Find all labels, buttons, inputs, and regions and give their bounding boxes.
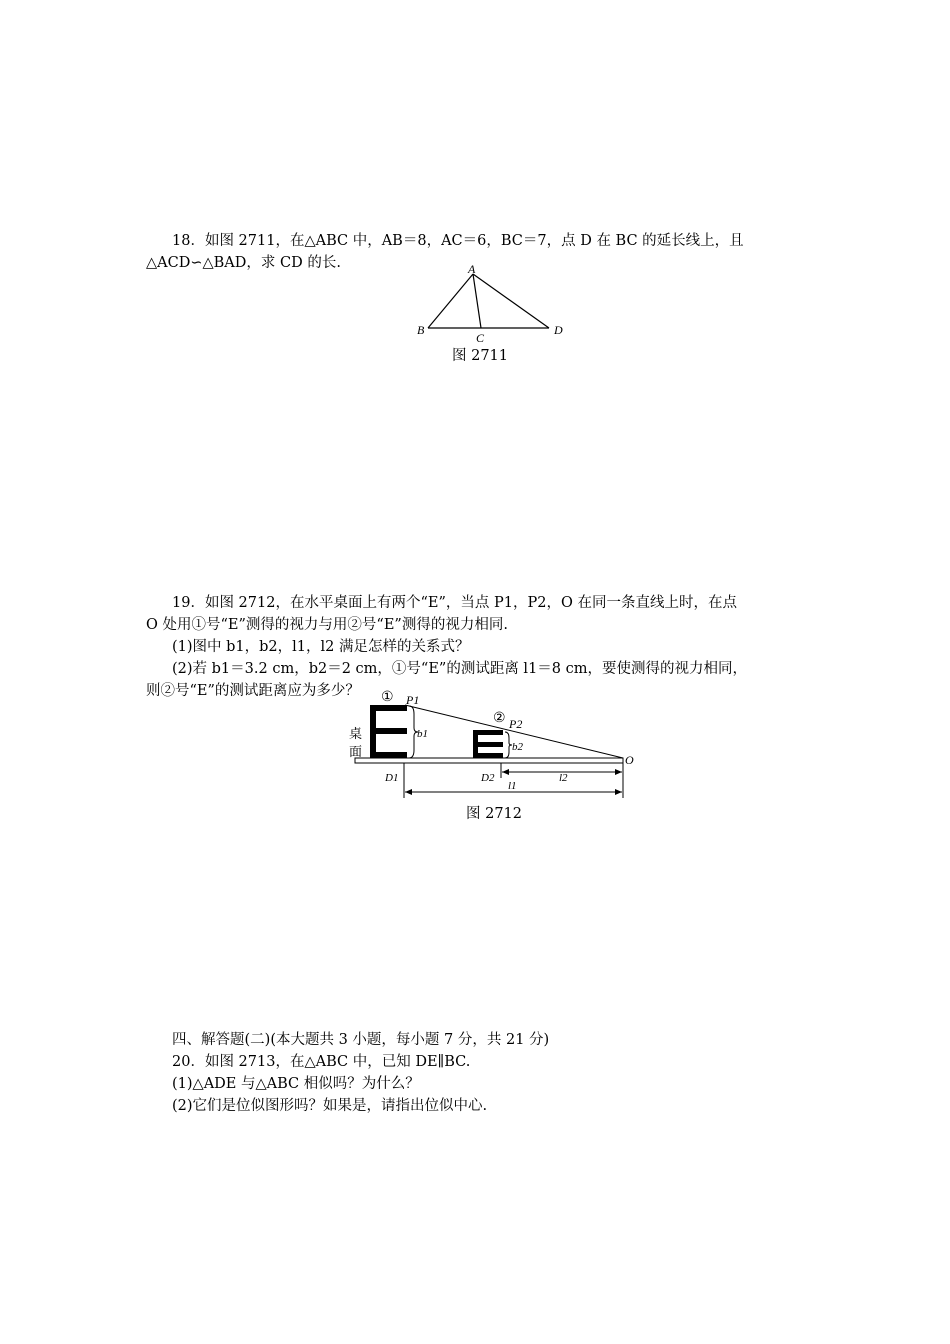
e-letter-small — [473, 730, 503, 758]
q19-part1: (1)图中 b1，b2，l1，l2 满足怎样的关系式？ — [172, 639, 470, 655]
label-d: D — [554, 323, 563, 337]
label-l2: l2 — [559, 772, 568, 784]
label-d2: D2 — [481, 772, 495, 784]
section4-heading: 四、解答题(二)(本大题共 3 小题，每小题 7 分，共 21 分) — [172, 1032, 550, 1048]
label-circle-2: ② — [493, 711, 506, 726]
label-a: A — [468, 262, 476, 276]
label-b2: b2 — [512, 741, 523, 753]
figure-2712 — [345, 688, 645, 803]
brace-b2 — [505, 732, 512, 758]
label-circle-1: ① — [381, 690, 394, 705]
label-b1: b1 — [417, 728, 428, 740]
segment-ad — [473, 274, 549, 328]
q19-line2: O 处用①号“E”测得的视力与用②号“E”测得的视力相同. — [146, 617, 508, 633]
q18-line2: △ACD∽△BAD，求 CD 的长. — [146, 255, 341, 271]
label-d1: D1 — [385, 772, 399, 784]
figure-2711 — [410, 262, 580, 352]
label-p1: P1 — [406, 693, 420, 707]
label-c: C — [476, 331, 485, 345]
label-l1: l1 — [508, 780, 517, 792]
desk-surface — [355, 758, 623, 763]
segment-ac — [473, 274, 481, 328]
label-b: B — [417, 323, 425, 337]
label-p2: P2 — [509, 717, 523, 731]
q19-part2-line2: 则②号“E”的测试距离应为多少？ — [146, 683, 360, 699]
label-desk-2: 面 — [349, 744, 363, 759]
q20-part1: (1)△ADE 与△ABC 相似吗？为什么？ — [172, 1076, 420, 1092]
q19-line1: 19．如图 2712，在水平桌面上有两个“E”，当点 P1，P2，O 在同一条直线上时，在点 — [172, 595, 737, 611]
figure-2712-caption: 图 2712 — [466, 806, 523, 822]
figure-2711-caption: 图 2711 — [452, 348, 509, 364]
q20-part2: (2)它们是位似图形吗？如果是，请指出位似中心. — [172, 1098, 488, 1114]
q20-line1: 20．如图 2713，在△ABC 中，已知 DE∥BC. — [172, 1054, 471, 1070]
label-o: O — [625, 753, 634, 767]
q19-part2-line1: (2)若 b1＝3.2 cm，b2＝2 cm，①号“E”的测试距离 l1＝8 cm，要使测得的视力相同， — [172, 661, 747, 677]
label-desk-1: 桌 — [349, 726, 363, 741]
e-letter-large — [370, 705, 407, 758]
segment-ab — [428, 274, 473, 328]
q18-line1: 18．如图 2711，在△ABC 中，AB＝8，AC＝6，BC＝7，点 D 在 BC 的延长线上，且 — [172, 233, 744, 249]
